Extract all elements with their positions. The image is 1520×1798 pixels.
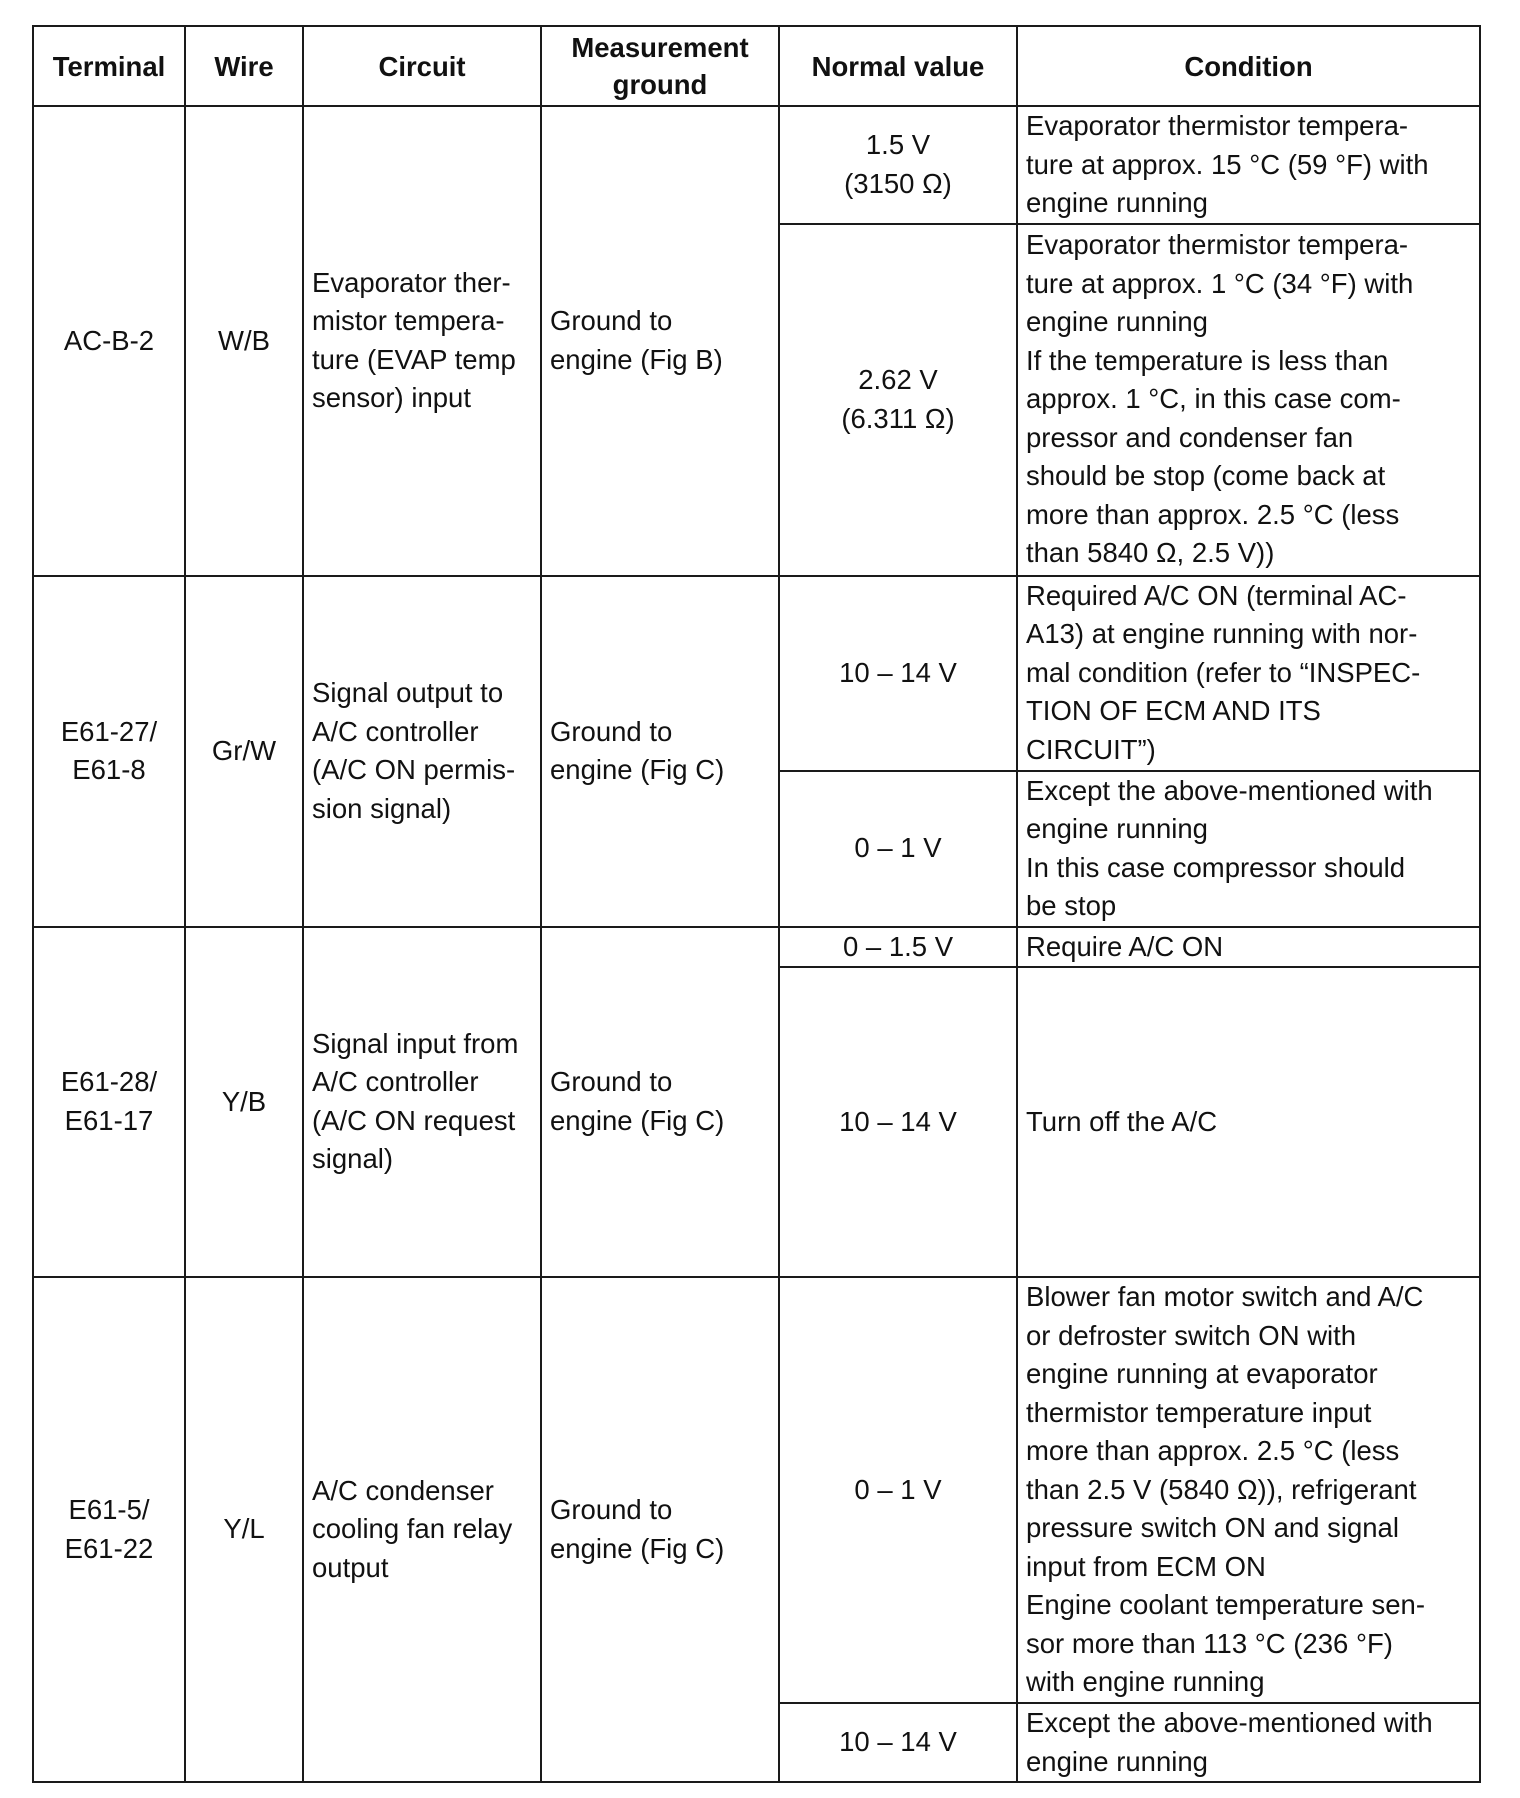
terminal-cell: E61-28/ E61-17 (33, 927, 185, 1278)
ground-cell: Ground to engine (Fig C) (541, 576, 779, 927)
terminal-cell: E61-27/ E61-8 (33, 576, 185, 927)
header-terminal: Terminal (33, 26, 185, 106)
wire-cell: W/B (185, 106, 303, 576)
condition-cell: Evaporator thermistor tempera- ture at approx. 15 °C (59 °F) with engine running (1017, 106, 1480, 224)
header-wire: Wire (185, 26, 303, 106)
wire-cell: Y/L (185, 1277, 303, 1782)
header-measurement-ground: Measurement ground (541, 26, 779, 106)
normal-value-cell: 0 – 1 V (779, 1277, 1017, 1703)
terminal-cell: AC-B-2 (33, 106, 185, 576)
normal-value-cell: 10 – 14 V (779, 576, 1017, 771)
wire-cell: Gr/W (185, 576, 303, 927)
table-row (33, 576, 1480, 771)
condition-cell: Required A/C ON (terminal AC- A13) at engine running with nor- mal condition (refer to “INSPEC- TION OF ECM AND ITS CIRCUIT”) (1017, 576, 1480, 771)
condition-cell: Except the above-mentioned with engine running In this case compressor should be stop (1017, 771, 1480, 927)
normal-value-cell: 0 – 1.5 V (779, 927, 1017, 968)
table-row (33, 106, 1480, 224)
normal-value-cell: 2.62 V (6.311 Ω) (779, 224, 1017, 576)
terminal-cell: E61-5/ E61-22 (33, 1277, 185, 1782)
header-normal-value: Normal value (779, 26, 1017, 106)
terminal-inspection-table (32, 25, 1481, 1783)
header-circuit: Circuit (303, 26, 541, 106)
table-row (33, 1277, 1480, 1703)
circuit-cell: A/C condenser cooling fan relay output (303, 1277, 541, 1782)
ground-cell: Ground to engine (Fig C) (541, 1277, 779, 1782)
normal-value-cell: 0 – 1 V (779, 771, 1017, 927)
condition-cell: Evaporator thermistor tempera- ture at approx. 1 °C (34 °F) with engine running If the temperature is less than approx. 1 °C, in this case com- pressor and condenser fan should be stop (come back at more than approx. 2.5 °C (less than 5840 Ω, 2.5 V)) (1017, 224, 1480, 576)
normal-value-cell: 1.5 V (3150 Ω) (779, 106, 1017, 224)
table-row (33, 927, 1480, 968)
condition-cell: Except the above-mentioned with engine running (1017, 1703, 1480, 1782)
ground-cell: Ground to engine (Fig C) (541, 927, 779, 1278)
normal-value-cell: 10 – 14 V (779, 1703, 1017, 1782)
wire-cell: Y/B (185, 927, 303, 1278)
normal-value-cell: 10 – 14 V (779, 967, 1017, 1277)
circuit-cell: Signal input from A/C controller (A/C ON request signal) (303, 927, 541, 1278)
condition-cell: Blower fan motor switch and A/C or defroster switch ON with engine running at evaporator thermistor temperature input more than approx. 2.5 °C (less than 2.5 V (5840 Ω)), refrigerant pressure switch ON and signal input from ECM ON Engine coolant temperature sen- sor more than 113 °C (236 °F) with engine running (1017, 1277, 1480, 1703)
header-condition: Condition (1017, 26, 1480, 106)
circuit-cell: Signal output to A/C controller (A/C ON permis- sion signal) (303, 576, 541, 927)
condition-cell: Turn off the A/C (1017, 967, 1480, 1277)
header-row (33, 26, 1480, 106)
ground-cell: Ground to engine (Fig B) (541, 106, 779, 576)
circuit-cell: Evaporator ther- mistor tempera- ture (EVAP temp sensor) input (303, 106, 541, 576)
condition-cell: Require A/C ON (1017, 927, 1480, 968)
